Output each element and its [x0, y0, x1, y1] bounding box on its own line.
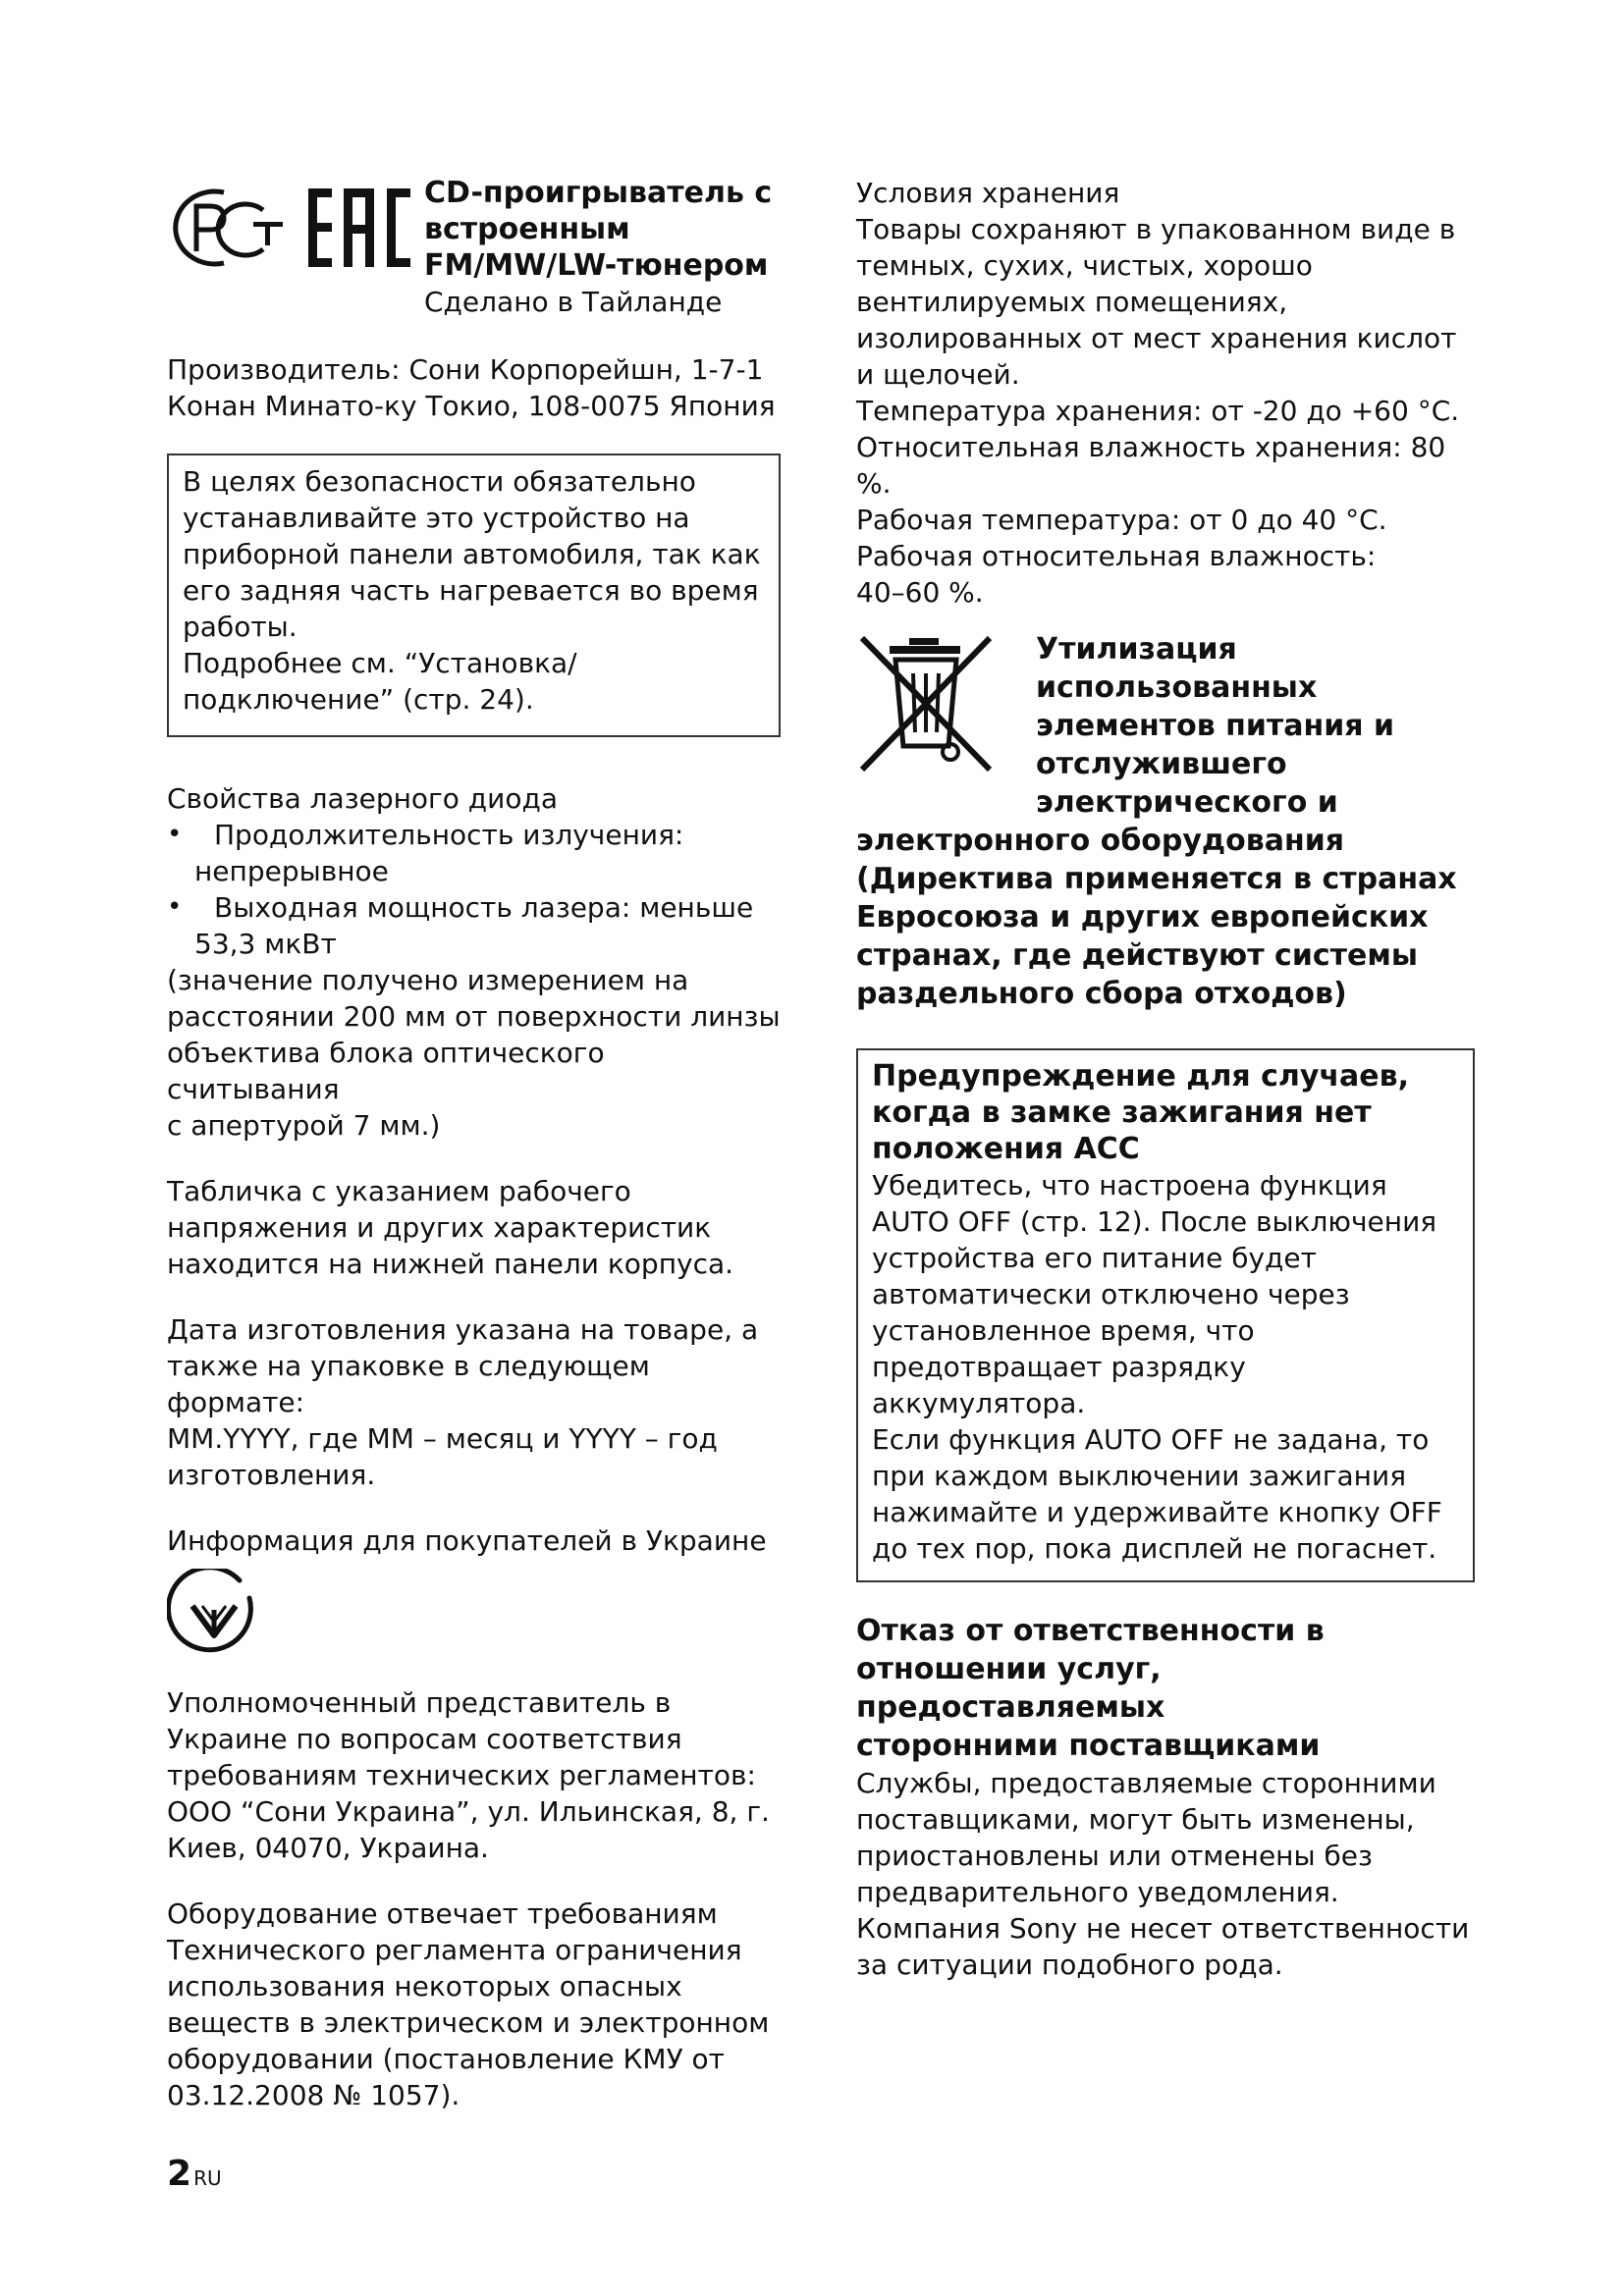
- safety-line-7: подключение” (стр. 24).: [183, 683, 534, 716]
- safety-line-3: приборной панели автомобиля, так как: [183, 538, 761, 570]
- disclaimer-body-line-2: поставщиками, могут быть изменены,: [856, 1803, 1415, 1836]
- disposal-title-line-5: электрического и: [1036, 785, 1338, 820]
- disclaimer-body-line-1: Службы, предоставляемые сторонними: [856, 1767, 1436, 1799]
- disposal-title-line-4: отслужившего: [1036, 747, 1287, 781]
- date-line-2: также на упаковке в следующем: [167, 1350, 650, 1382]
- date-line-1: Дата изготовления указана на товаре, а: [167, 1313, 759, 1346]
- storage-line-4: вентилируемых помещениях,: [856, 286, 1288, 318]
- laser-note-line-4: с апертурой 7 мм.): [167, 1109, 441, 1142]
- laser-note-line-1: (значение получено измерением на: [167, 964, 689, 996]
- warning-body-line-2: AUTO OFF (стр. 12). После выключения: [872, 1205, 1437, 1238]
- safety-line-1: В целях безопасности обязательно: [183, 465, 696, 498]
- storage-line-1: Условия хранения: [856, 177, 1120, 209]
- safety-notice-box: [167, 454, 781, 737]
- laser-note-line-3: объектива блока оптического считывания: [167, 1037, 605, 1105]
- certification-logos: [167, 183, 424, 273]
- disposal-title-line-10: раздельного сбора отходов): [856, 977, 1347, 1011]
- warning-body-line-4: автоматически отключено через: [872, 1278, 1350, 1310]
- manufacturer-info: [167, 351, 781, 424]
- laser-bullet-1-line-1: Продолжительность излучения:: [214, 819, 684, 851]
- warning-body-line-5: установленное время, что: [872, 1314, 1255, 1347]
- ukraine-representative: [167, 1684, 781, 1866]
- made-in-text: Сделано в Тайланде: [424, 286, 723, 318]
- product-title-line-3: FM/MW/LW-тюнером: [424, 248, 769, 283]
- disposal-title-line-9: странах, где действуют системы: [856, 938, 1419, 973]
- safety-line-6: Подробнее см. “Установка/: [183, 647, 577, 679]
- storage-line-2: Товары сохраняют в упакованном виде в: [856, 213, 1456, 245]
- disclaimer-body-line-5: Компания Sony не несет ответственности: [856, 1912, 1470, 1945]
- storage-line-7: Температура хранения: от -20 до +60 °C.: [856, 395, 1460, 427]
- ukraine-rep-line-4: ООО “Сони Украина”, ул. Ильинская, 8, г.: [167, 1795, 770, 1828]
- product-header: [167, 175, 781, 320]
- storage-line-10: Рабочая относительная влажность:: [856, 540, 1377, 572]
- disclaimer-body-line-3: приостановлены или отменены без: [856, 1840, 1373, 1872]
- equipment-line-6: 03.12.2008 № 1057).: [167, 2079, 460, 2111]
- warning-body-line-8: при каждом выключении зажигания: [872, 1460, 1407, 1492]
- disclaimer-title-line-1: Отказ от ответственности в: [856, 1614, 1325, 1648]
- acc-warning-box: [856, 1048, 1475, 1582]
- disposal-title-line-6: электронного оборудования: [856, 824, 1345, 858]
- warning-body-line-7: Если функция AUTO OFF не задана, то: [872, 1423, 1430, 1456]
- laser-bullet-list: [167, 817, 781, 962]
- product-title-block: [424, 175, 781, 320]
- nameplate-line-3: находится на нижней панели корпуса.: [167, 1248, 734, 1280]
- disposal-title-line-8: Евросоюза и других европейских: [856, 900, 1429, 934]
- product-title-line-1: CD-проигрыватель с: [424, 176, 773, 210]
- ukraine-rep-line-1: Уполномоченный представитель в: [167, 1686, 672, 1719]
- storage-line-8: Относительная влажность хранения: 80 %.: [856, 431, 1446, 500]
- page-number: 2: [167, 2154, 192, 2194]
- laser-bullet-duration: [167, 817, 781, 889]
- warning-body-line-10: до тех пор, пока дисплей не погаснет.: [872, 1532, 1437, 1565]
- disposal-header: [856, 630, 1475, 822]
- laser-bullet-power: [167, 889, 781, 962]
- safety-line-4: его задняя часть нагревается во время: [183, 574, 759, 607]
- nameplate-info: [167, 1173, 781, 1282]
- manufacturer-line-1: Производитель: Сони Корпорейшн, 1-7-1: [167, 353, 764, 386]
- warning-body-line-1: Убедитесь, что настроена функция: [872, 1169, 1387, 1201]
- storage-line-11: 40–60 %.: [856, 576, 984, 609]
- disposal-title-beside: [1036, 630, 1475, 822]
- nameplate-line-1: Табличка с указанием рабочего: [167, 1175, 631, 1207]
- date-line-3: формате:: [167, 1386, 305, 1418]
- warning-body-line-6: предотвращает разрядку аккумулятора.: [872, 1351, 1246, 1419]
- storage-line-5: изолированных от мест хранения кислот: [856, 322, 1457, 354]
- ukraine-mark-container: [167, 1569, 781, 1667]
- warning-body-line-9: нажимайте и удерживайте кнопку OFF: [872, 1496, 1442, 1528]
- nameplate-line-2: напряжения и других характеристик: [167, 1211, 712, 1244]
- storage-line-9: Рабочая температура: от 0 до 40 °C.: [856, 504, 1387, 536]
- storage-line-3: темных, сухих, чистых, хорошо: [856, 249, 1313, 282]
- eac-conformity-icon: [304, 183, 414, 273]
- warning-body-line-3: устройства его питание будет: [872, 1242, 1317, 1274]
- disposal-title-line-2: использованных: [1036, 670, 1318, 705]
- disclaimer-title-line-3: сторонними поставщиками: [856, 1729, 1321, 1763]
- laser-title: Свойства лазерного диода: [167, 782, 558, 815]
- ukraine-heading: Информация для покупателей в Украине: [167, 1524, 767, 1557]
- ukraine-conformity-icon: [167, 1569, 261, 1663]
- warning-title-line-2: когда в замке зажигания нет: [872, 1095, 1372, 1130]
- ukraine-rep-line-2: Украине по вопросам соответствия: [167, 1723, 682, 1755]
- ukraine-rep-line-5: Киев, 04070, Украина.: [167, 1832, 489, 1864]
- equipment-line-4: веществ в электрическом и электронном: [167, 2006, 770, 2039]
- page-footer: [167, 2154, 222, 2194]
- equipment-line-3: использования некоторых опасных: [167, 1970, 682, 2002]
- laser-diode-section: [167, 780, 781, 1144]
- third-party-disclaimer: [856, 1612, 1475, 1983]
- right-column: [856, 175, 1475, 1983]
- date-line-5: изготовления.: [167, 1459, 376, 1491]
- safety-line-5: работы.: [183, 611, 298, 643]
- date-line-4: MM.YYYY, где MM – месяц и YYYY – год: [167, 1422, 718, 1455]
- equipment-line-5: оборудовании (постановление КМУ от: [167, 2043, 725, 2075]
- disclaimer-body-line-6: за ситуации подобного рода.: [856, 1949, 1283, 1981]
- disclaimer-body-line-4: предварительного уведомления.: [856, 1876, 1339, 1908]
- page-language-code: RU: [193, 2166, 222, 2190]
- manufacturer-line-2: Конан Минато-ку Токио, 108-0075 Япония: [167, 390, 776, 422]
- left-column: [167, 175, 781, 2143]
- disposal-title-line-1: Утилизация: [1036, 632, 1237, 667]
- manufacture-date-info: [167, 1311, 781, 1493]
- rst-certification-icon: [167, 183, 289, 273]
- warning-title-line-3: положения ACC: [872, 1132, 1140, 1166]
- equipment-line-2: Технического регламента ограничения: [167, 1934, 742, 1966]
- laser-note-line-2: расстоянии 200 мм от поверхности линзы: [167, 1000, 781, 1033]
- disclaimer-title-line-2: отношении услуг, предоставляемых: [856, 1652, 1165, 1725]
- safety-line-2: устанавливайте это устройство на: [183, 502, 690, 534]
- laser-bullet-2-line-2: 53,3 мкВт: [194, 928, 337, 960]
- laser-bullet-1-line-2: непрерывное: [194, 855, 389, 887]
- disposal-title-below: [856, 822, 1475, 1013]
- bullet-dot: •: [167, 892, 183, 922]
- equipment-compliance: [167, 1896, 781, 2113]
- storage-conditions: [856, 175, 1475, 611]
- ukraine-rep-line-3: требованиям технических регламентов:: [167, 1759, 756, 1791]
- equipment-line-1: Оборудование отвечает требованиям: [167, 1897, 718, 1930]
- product-title-line-2: встроенным: [424, 212, 630, 246]
- disposal-title-line-3: элементов питания и: [1036, 709, 1394, 743]
- disposal-title-line-7: (Директива применяется в странах: [856, 862, 1457, 896]
- bullet-dot: •: [167, 820, 183, 849]
- storage-line-6: и щелочей.: [856, 358, 1020, 391]
- weee-icon-container: [856, 630, 1036, 781]
- laser-bullet-2-line-1: Выходная мощность лазера: меньше: [214, 891, 754, 924]
- warning-title-line-1: Предупреждение для случаев,: [872, 1059, 1410, 1094]
- crossed-bin-icon: [856, 630, 1003, 777]
